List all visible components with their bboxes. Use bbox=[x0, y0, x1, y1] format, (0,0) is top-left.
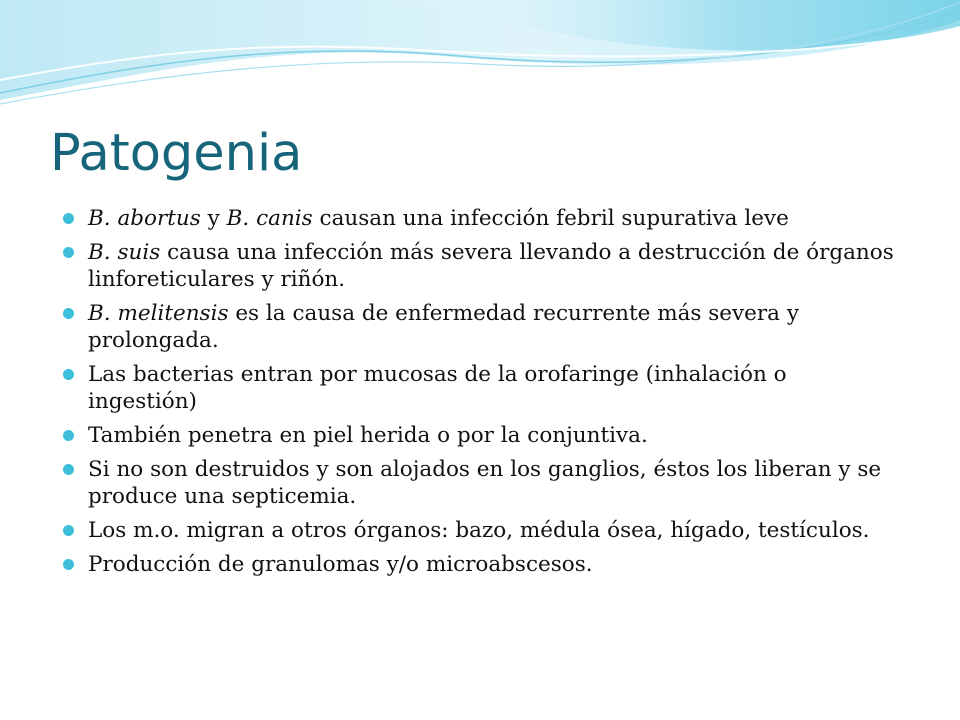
bullet-text: También penetra en piel herida o por la conjuntiva. bbox=[88, 423, 648, 448]
bullet-item bbox=[62, 551, 902, 578]
bullet-text: Si no son destruidos y son alojados en los ganglios, éstos los liberan y se produce una septicemia. bbox=[88, 457, 882, 509]
bullet-text: causan una infección febril supurativa leve bbox=[312, 206, 789, 231]
bullet-text: Las bacterias entran por mucosas de la orofaringe (inhalación o ingestión) bbox=[88, 362, 787, 414]
bullet-item bbox=[62, 239, 902, 293]
bullet-dot-icon bbox=[63, 308, 74, 319]
bullet-dot-icon bbox=[63, 213, 74, 224]
bullet-dot-icon bbox=[63, 525, 74, 536]
bullet-item bbox=[62, 205, 902, 232]
bullet-dot-icon bbox=[63, 247, 74, 258]
bullet-text: y bbox=[200, 206, 227, 231]
wave-decoration bbox=[0, 0, 960, 120]
bullet-item bbox=[62, 517, 902, 544]
slide-title: Patogenia bbox=[50, 124, 303, 183]
bullet-item bbox=[62, 422, 902, 449]
bullet-dot-icon bbox=[63, 559, 74, 570]
bullet-text: B. canis bbox=[226, 206, 313, 231]
bullet-text: B. abortus bbox=[88, 206, 201, 231]
bullet-dot-icon bbox=[63, 369, 74, 380]
bullet-text: B. melitensis bbox=[88, 301, 229, 326]
bullet-dot-icon bbox=[63, 464, 74, 475]
bullet-item bbox=[62, 456, 902, 510]
bullet-item bbox=[62, 361, 902, 415]
bullet-text: causa una infección más severa llevando a destrucción de órganos linforeticulares y riñón. bbox=[88, 240, 894, 292]
bullet-text: Producción de granulomas y/o microabscesos. bbox=[88, 552, 593, 577]
bullet-item bbox=[62, 300, 902, 354]
bullet-text: Los m.o. migran a otros órganos: bazo, médula ósea, hígado, testículos. bbox=[88, 518, 870, 543]
bullet-list bbox=[62, 205, 902, 585]
bullet-text: es la causa de enfermedad recurrente más severa y prolongada. bbox=[88, 301, 799, 353]
bullet-text: B. suis bbox=[88, 240, 161, 265]
bullet-dot-icon bbox=[63, 430, 74, 441]
